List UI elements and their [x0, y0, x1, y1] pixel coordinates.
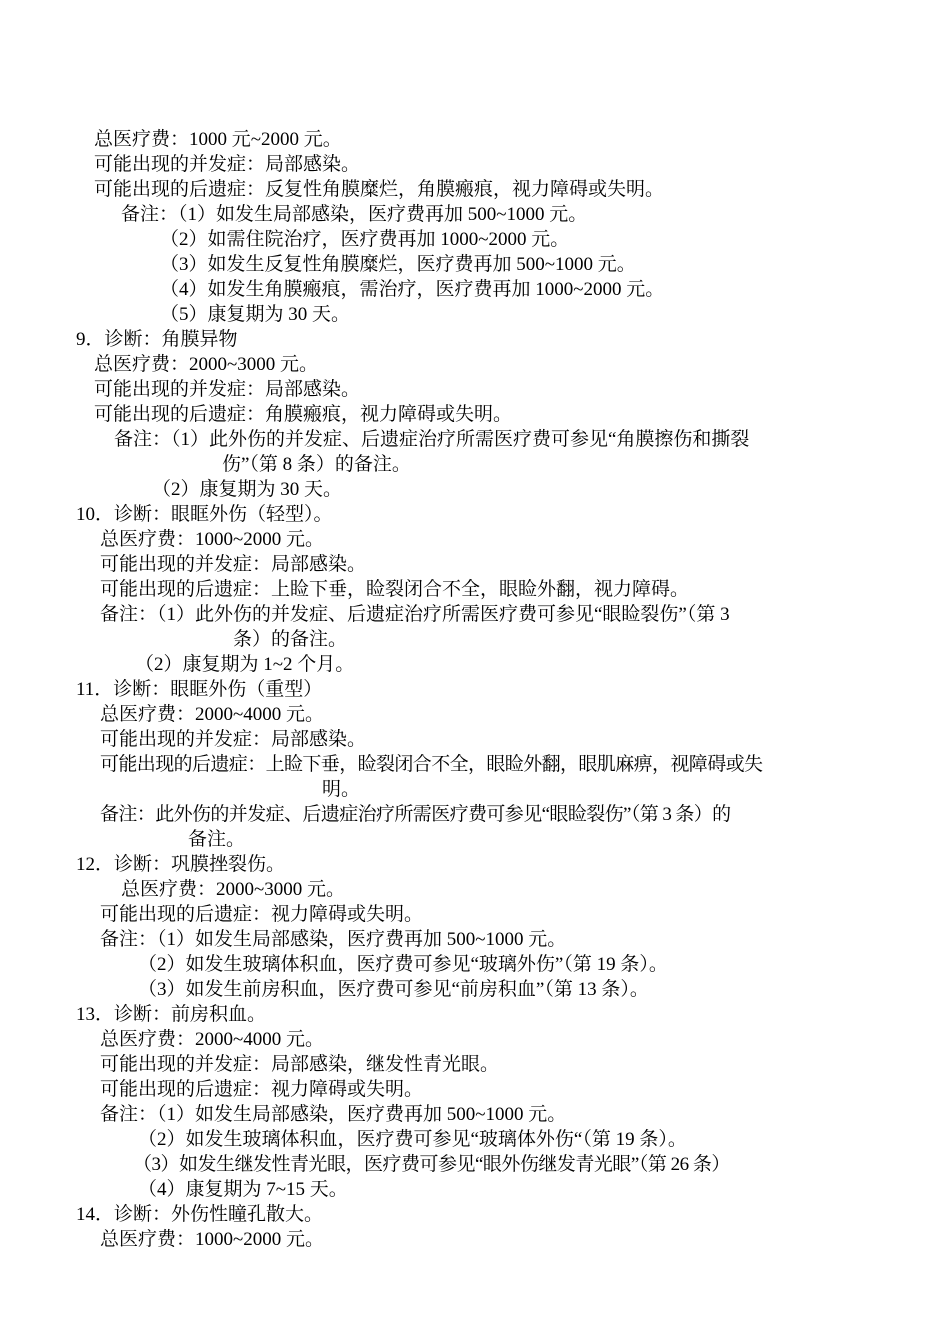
line-note: 备注：（1）此外伤的并发症、后遗症治疗所需医疗费可参见“角膜擦伤和撕裂: [114, 429, 750, 450]
section-heading-9: 9．诊断：角膜异物: [76, 329, 238, 350]
line-complication: 可能出现的并发症：局部感染，继发性青光眼。: [100, 1054, 500, 1075]
section-heading-14: 14．诊断：外伤性瞳孔散大。: [76, 1204, 324, 1225]
line-total-cost: 总医疗费：2000~3000 元。: [121, 879, 346, 900]
section-heading-12: 12．诊断：巩膜挫裂伤。: [76, 854, 286, 875]
line-note-item: （2）康复期为 1~2 个月。: [135, 654, 355, 675]
line-total-cost: 总医疗费：1000~2000 元。: [100, 1229, 325, 1250]
line-note: 备注：（1）如发生局部感染，医疗费再加 500~1000 元。: [100, 1104, 567, 1125]
line-note-continued: 备注。: [188, 829, 246, 850]
line-complication: 可能出现的并发症：局部感染。: [100, 729, 367, 750]
line-complication: 可能出现的并发症：局部感染。: [100, 554, 367, 575]
line-note-item: （3）如发生前房积血，医疗费可参见“前房积血”（第 13 条）。: [138, 979, 649, 1000]
line-sequela-continued: 明。: [322, 779, 361, 800]
line-complication: 可能出现的并发症：局部感染。: [94, 379, 361, 400]
line-note: 备注：此外伤的并发症、后遗症治疗所需医疗费可参见“眼睑裂伤”（第 3 条）的: [100, 804, 731, 825]
line-complication: 可能出现的并发症：局部感染。: [94, 154, 361, 175]
line-note: 备注：（1）此外伤的并发症、后遗症治疗所需医疗费可参见“眼睑裂伤”（第 3: [100, 604, 730, 625]
line-note-continued: 条）的备注。: [233, 629, 348, 650]
line-total-cost: 总医疗费：2000~3000 元。: [94, 354, 319, 375]
line-note-item: （3）如发生反复性角膜糜烂，医疗费再加 500~1000 元。: [160, 254, 636, 275]
section-heading-11: 11．诊断：眼眶外伤（重型）: [76, 679, 323, 700]
line-total-cost: 总医疗费：1000 元~2000 元。: [94, 129, 342, 150]
line-note-item: （2）如发生玻璃体积血，医疗费可参见“玻璃外伤”（第 19 条）。: [138, 954, 668, 975]
line-note-item: （5）康复期为 30 天。: [160, 304, 351, 325]
section-heading-10: 10．诊断：眼眶外伤（轻型）。: [76, 504, 333, 525]
line-sequela: 可能出现的后遗症：上睑下垂，睑裂闭合不全，眼睑外翻，眼肌麻痹，视障碍或失: [100, 754, 763, 775]
line-note-item: （4）如发生角膜瘢痕，需治疗，医疗费再加 1000~2000 元。: [160, 279, 665, 300]
line-note: 备注：（1）如发生局部感染，医疗费再加 500~1000 元。: [121, 204, 588, 225]
line-note-item: （2）康复期为 30 天。: [152, 479, 343, 500]
line-sequela: 可能出现的后遗症：上睑下垂，睑裂闭合不全，眼睑外翻，视力障碍。: [100, 579, 690, 600]
line-sequela: 可能出现的后遗症：视力障碍或失明。: [100, 1079, 424, 1100]
line-sequela: 可能出现的后遗症：角膜瘢痕，视力障碍或失明。: [94, 404, 513, 425]
line-total-cost: 总医疗费：1000~2000 元。: [100, 529, 325, 550]
line-note-item: （2）如发生玻璃体积血，医疗费可参见“玻璃体外伤“（第 19 条）。: [138, 1129, 687, 1150]
line-note-item: （4）康复期为 7~15 天。: [138, 1179, 348, 1200]
line-note-item: （2）如需住院治疗，医疗费再加 1000~2000 元。: [160, 229, 570, 250]
line-note-continued: 伤”（第 8 条）的备注。: [222, 454, 411, 475]
section-heading-13: 13．诊断：前房积血。: [76, 1004, 267, 1025]
line-note: 备注：（1）如发生局部感染，医疗费再加 500~1000 元。: [100, 929, 567, 950]
line-sequela: 可能出现的后遗症：视力障碍或失明。: [100, 904, 424, 925]
line-note-item: （3）如发生继发性青光眼，医疗费可参见“眼外伤继发青光眼”（第 26 条）: [133, 1154, 730, 1175]
line-sequela: 可能出现的后遗症：反复性角膜糜烂，角膜瘢痕，视力障碍或失明。: [94, 179, 665, 200]
line-total-cost: 总医疗费：2000~4000 元。: [100, 704, 325, 725]
line-total-cost: 总医疗费：2000~4000 元。: [100, 1029, 325, 1050]
